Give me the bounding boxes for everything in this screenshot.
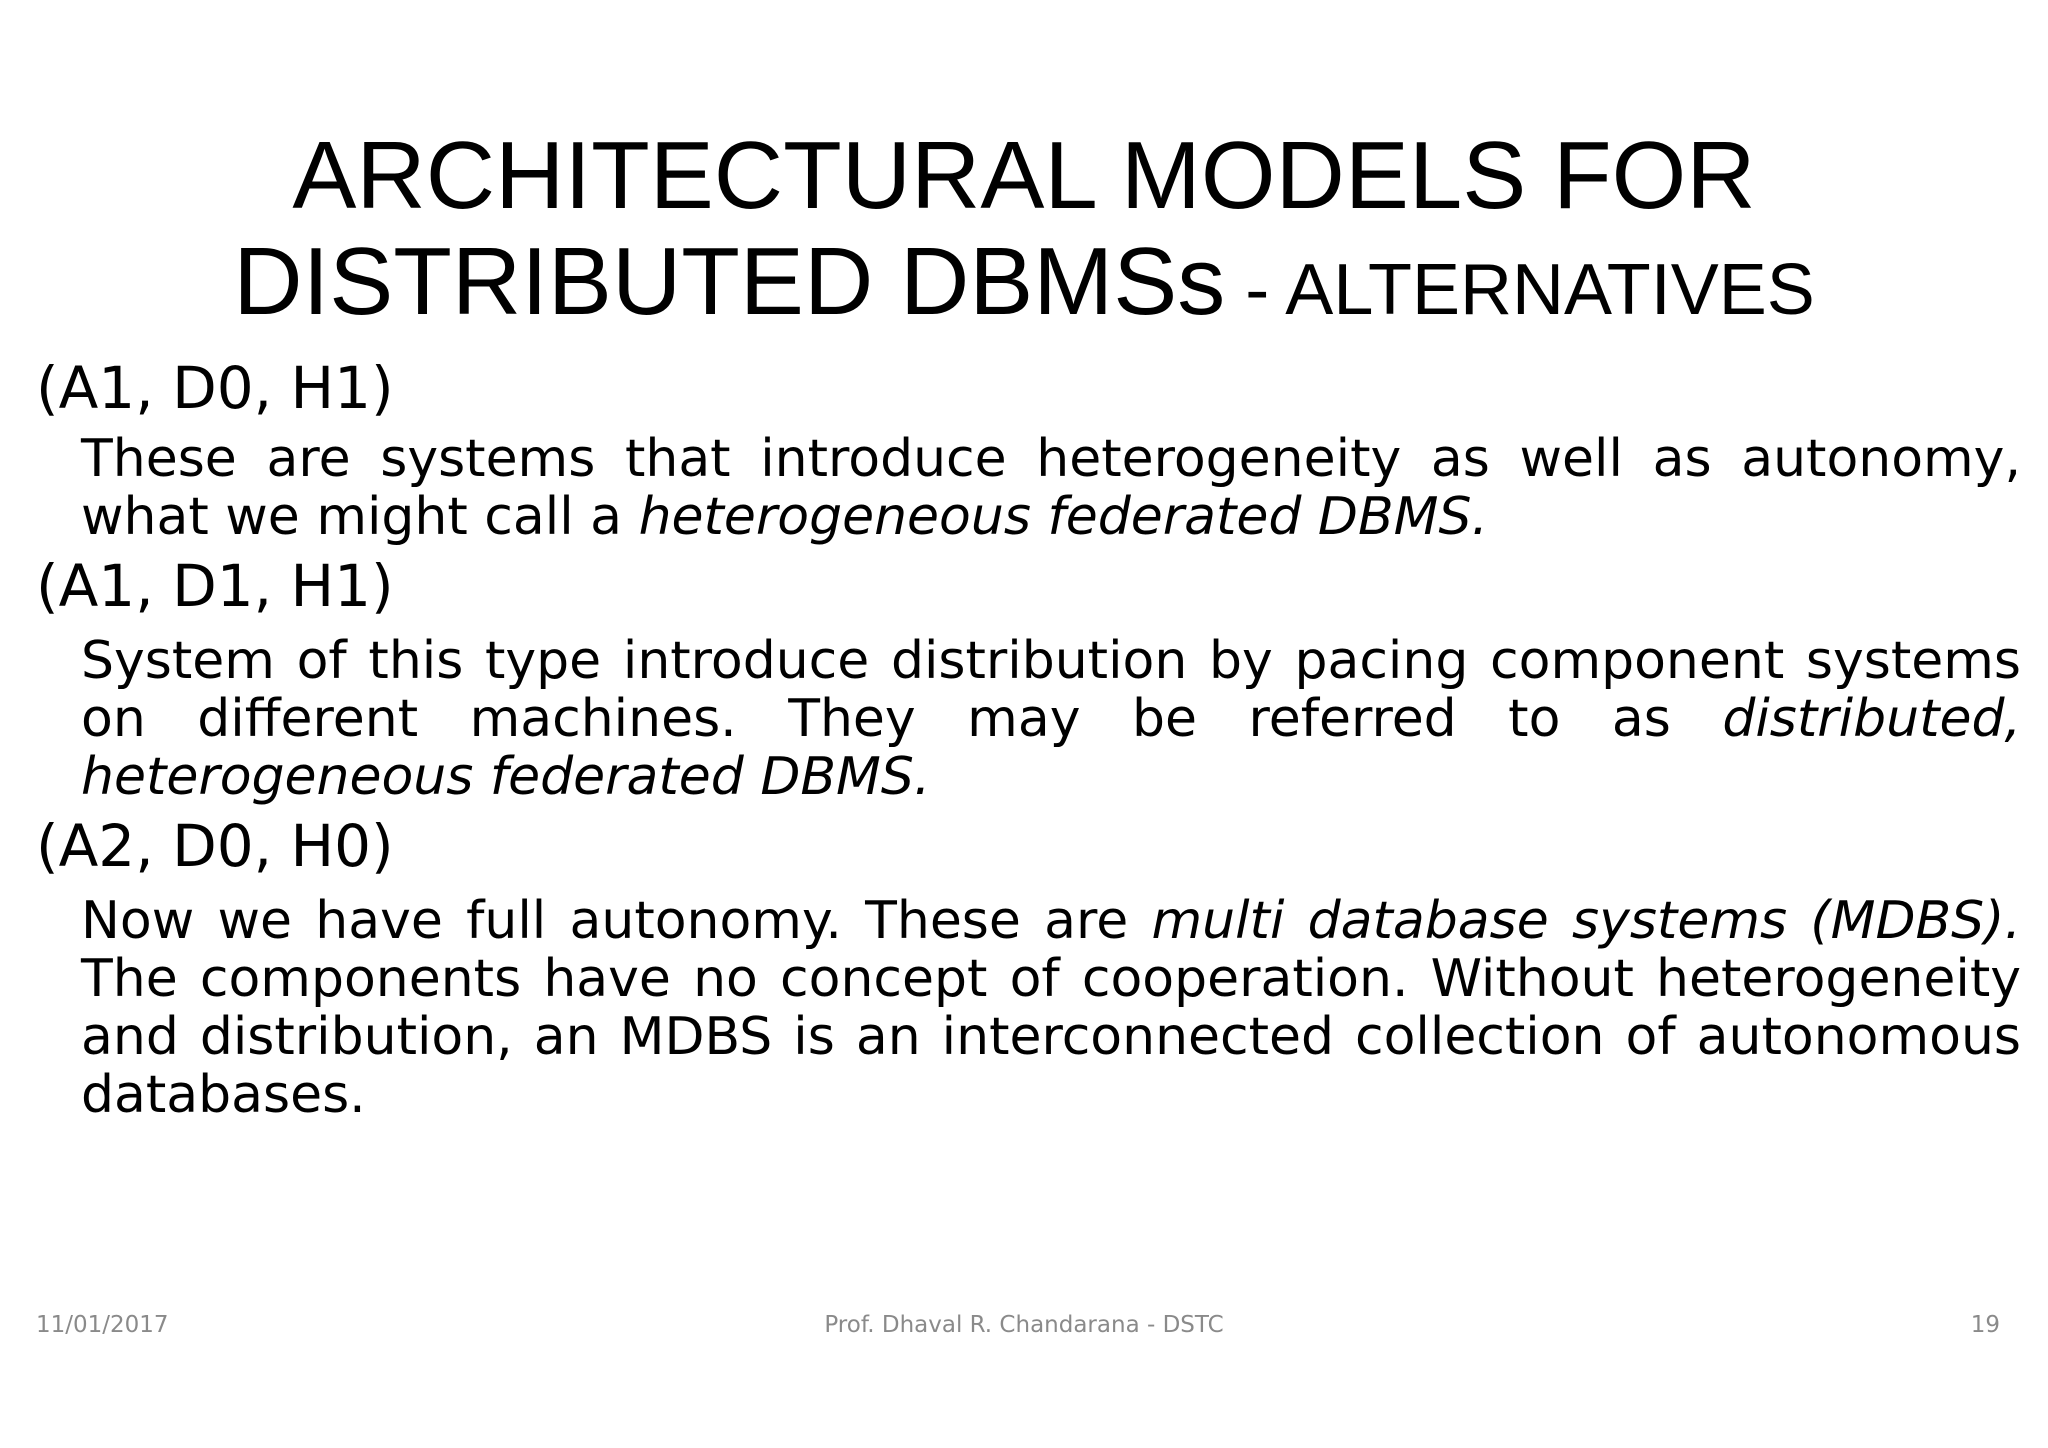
slide-title-line-1: ARCHITECTURAL MODELS FOR [292,122,1756,229]
section-body-text: Now we have full autonomy. These are [81,891,1152,951]
section-body-a2-d0-h0 [81,892,2021,1124]
slide-content [36,352,2021,1128]
slide-title-line-2 [0,228,2048,335]
footer-author: Prof. Dhaval R. Chandarana - DSTC [824,1312,1224,1338]
section-heading-a1-d1-h1: (A1, D1, H1) [36,552,394,620]
section-heading-a2-d0-h0: (A2, D0, H0) [36,812,394,880]
section-body-a1-d0-h1 [81,430,2021,546]
section-heading-a1-d0-h1: (A1, D0, H1) [36,354,394,422]
section-body-text: These are systems that introduce heterogeneity as well as autonomy, what we might call a [81,429,2021,547]
section-body-text: System of this type introduce distribution by pacing component systems on different machines. They may be referred to as [81,631,2021,749]
slide-title-main: DISTRIBUTED DBMSs [233,228,1226,335]
section-body-emphasis: heterogeneous federated DBMS. [638,487,1489,547]
slide-title-suffix: - ALTERNATIVES [1225,250,1815,330]
section-body-emphasis: multi database systems (MDBS). [1151,891,2022,951]
section-body-emphasis: distributed, heterogeneous federated DBMS. [81,689,2021,807]
footer-date: 11/01/2017 [36,1312,169,1338]
section-body-a1-d1-h1 [81,632,2021,806]
section-body-text-continued: The components have no concept of cooperation. Without heterogeneity and distribution, an MDBS is an interconnected collection of autonomous databases. [81,949,2021,1125]
footer-page-number: 19 [1970,1312,2000,1338]
